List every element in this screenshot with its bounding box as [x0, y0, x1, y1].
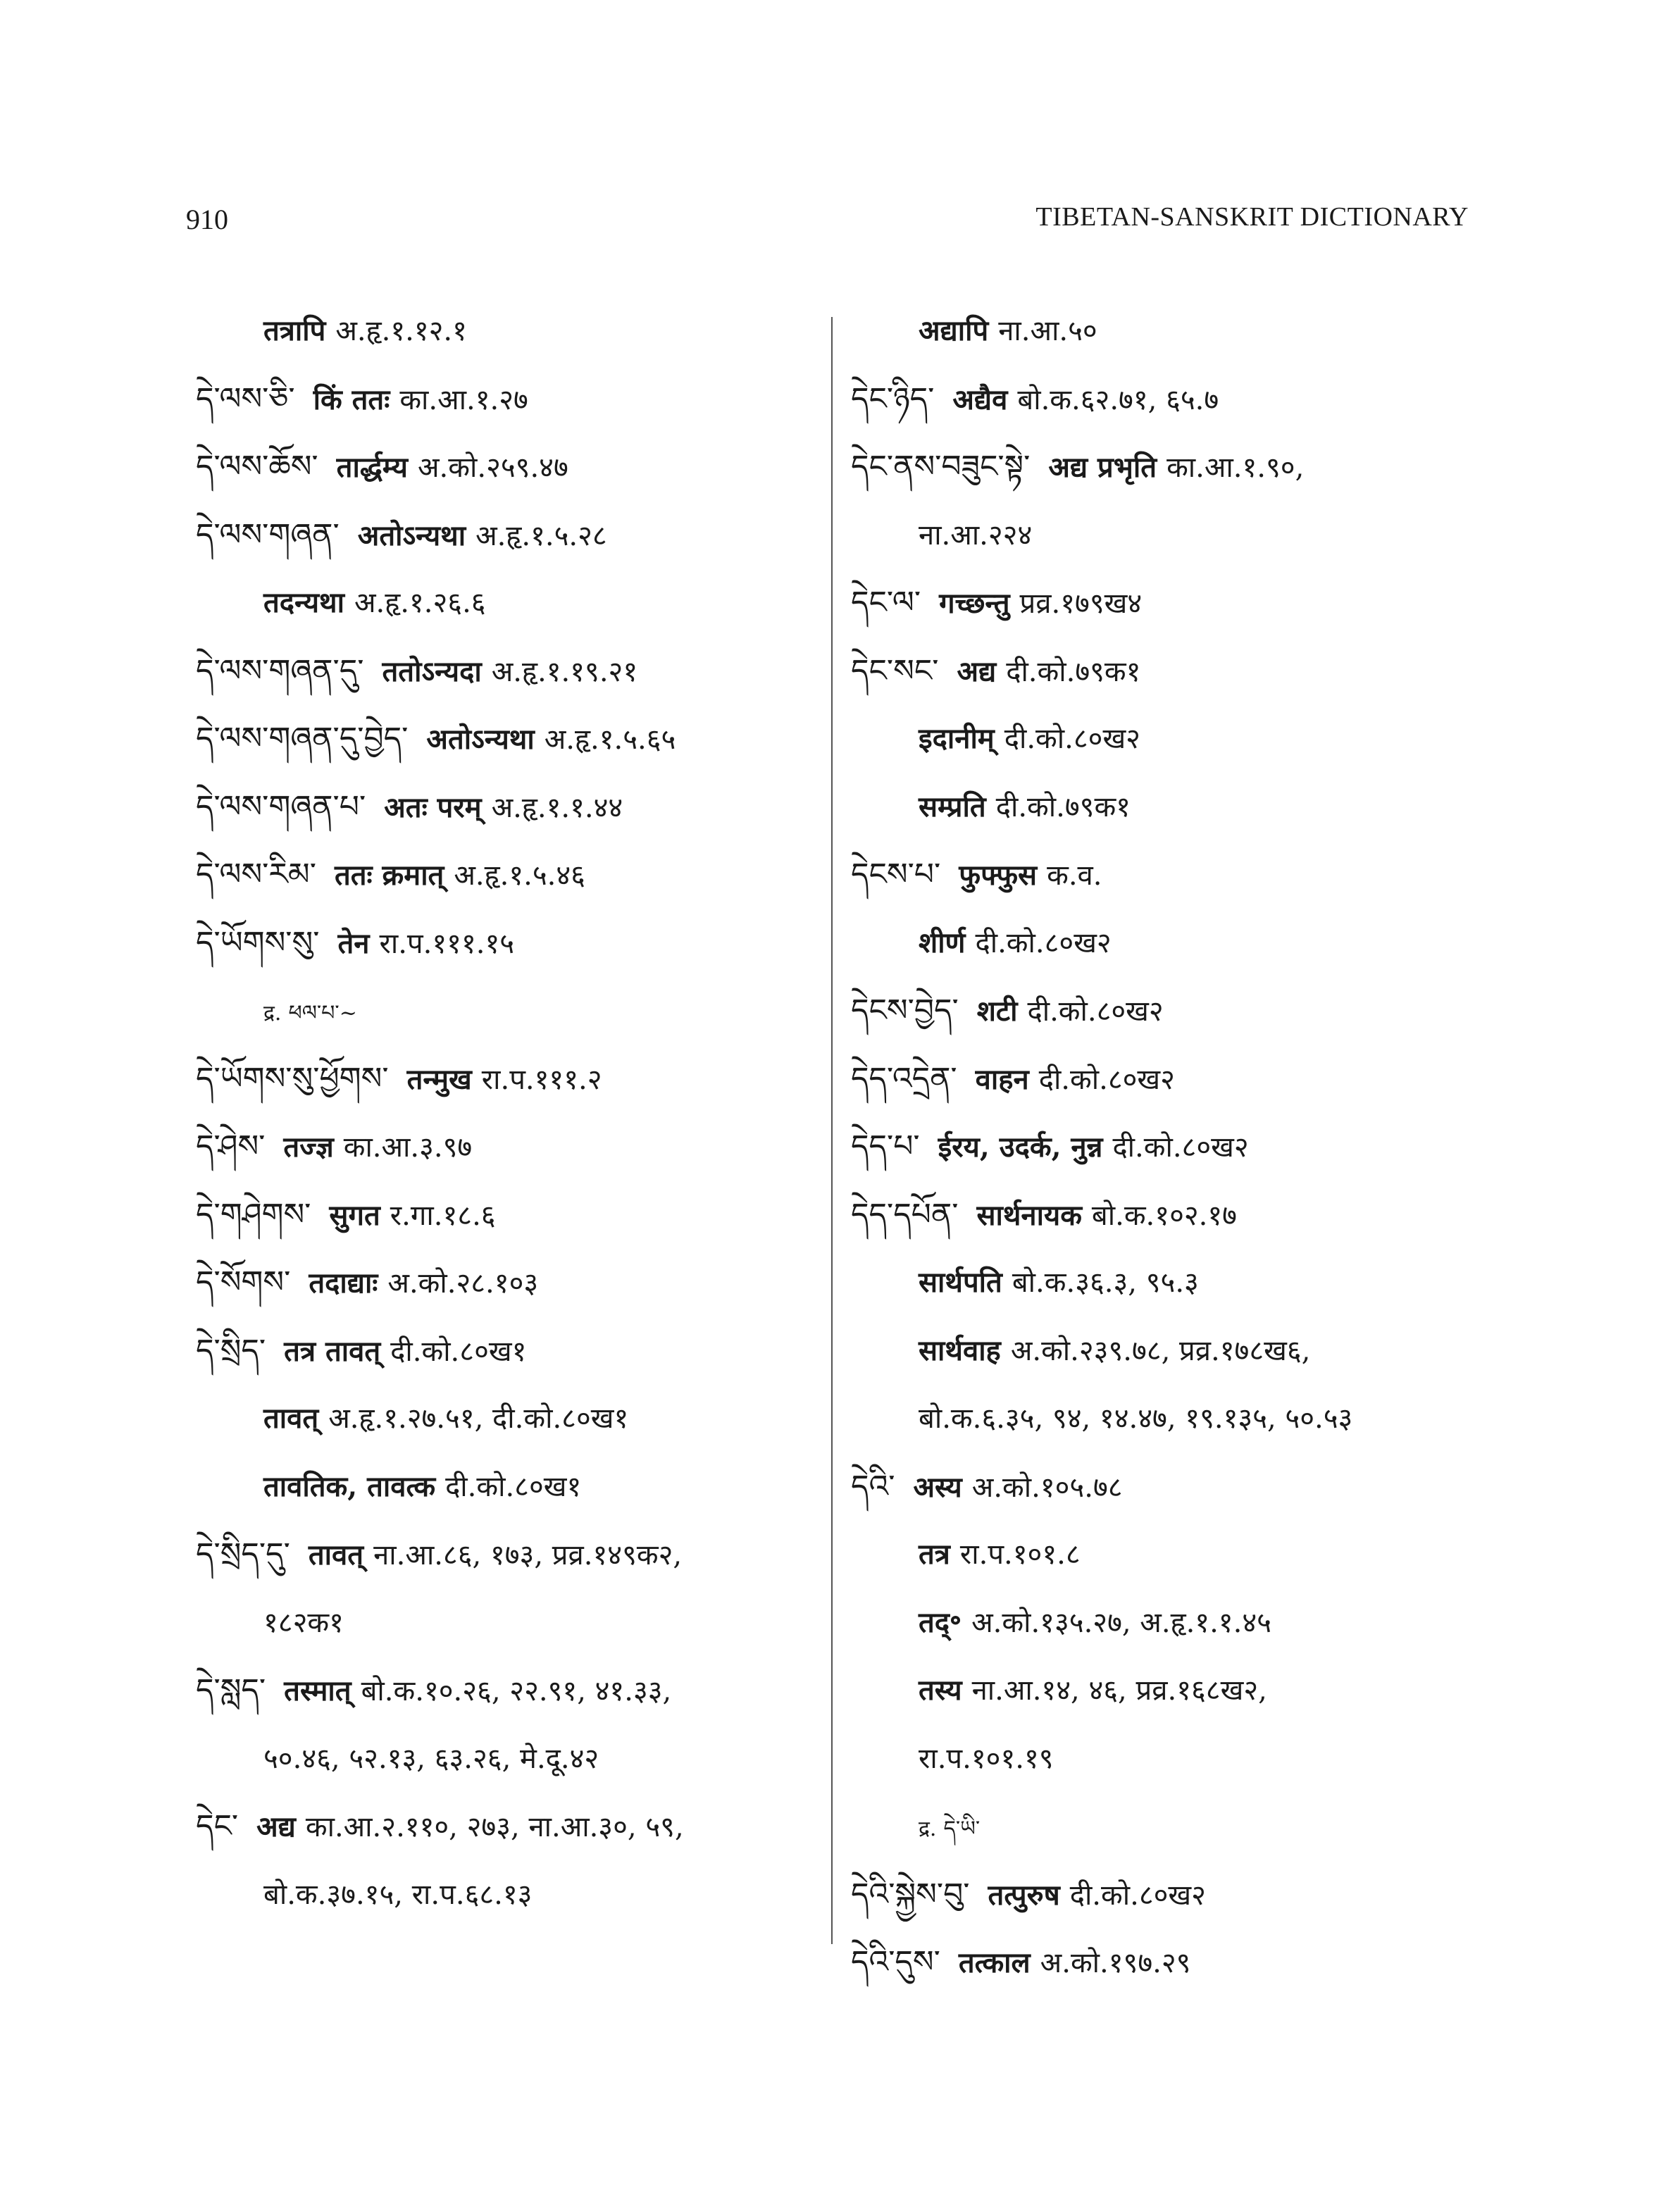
source-reference: प्रव्र.१७९ख४ [1019, 587, 1143, 620]
dictionary-entry [851, 990, 1164, 1033]
dictionary-entry [919, 1262, 1199, 1304]
sanskrit-equivalent: अतोऽन्यथा [357, 518, 466, 552]
source-reference: अ.हृ.१.२७.५१, दी.को.८०ख१ [328, 1402, 629, 1435]
source-reference: रा.प.१११.१५ [379, 927, 515, 960]
sanskrit-equivalent: तेन [337, 926, 370, 960]
dictionary-entry [919, 1330, 1310, 1372]
tibetan-headword: དེད་འདྲེན་ [851, 1060, 957, 1097]
tibetan-headword: དེ་གཤེགས་ [196, 1196, 311, 1233]
source-reference: दी.को.८०ख२ [975, 926, 1112, 959]
tibetan-headword: དེ་ལས་རིམ་ [196, 857, 316, 892]
sanskrit-equivalent: सम्प्रति [919, 790, 986, 823]
tibetan-headword: དེད་པ་ [851, 1128, 920, 1164]
dictionary-entry [196, 1669, 671, 1712]
sanskrit-equivalent: अद्यैव [952, 382, 1008, 416]
cross-reference-tibetan: དེ་ཡི་ [943, 1817, 981, 1841]
sanskrit-equivalent: ईरय, उदर्क, नुन्न [938, 1131, 1103, 1164]
source-reference: अ.को.२८.१०३ [387, 1267, 539, 1300]
source-reference: रा.प.१०१.१९ [919, 1742, 1054, 1775]
dictionary-entry [919, 1533, 1081, 1576]
sanskrit-equivalent: तत्पुरुष [988, 1878, 1060, 1912]
source-reference: क.व. [1047, 859, 1102, 892]
sanskrit-equivalent: तज्ज्ञ [283, 1131, 334, 1164]
dictionary-entry [263, 1397, 628, 1440]
sanskrit-equivalent: तत्र तावत् [284, 1334, 381, 1368]
source-reference: दी.को.८०ख२ [1069, 1879, 1206, 1912]
tibetan-headword: དེང་ནས་བཟུང་སྟེ་ [851, 449, 1031, 485]
sanskrit-equivalent: अद्य [957, 654, 997, 688]
source-reference: ५०.४६, ५२.१३, ६३.२६, मे.दू.४२ [263, 1742, 599, 1775]
source-reference: दी.को.७९क१ [995, 790, 1131, 823]
source-reference: अ.हृ.१.१.४४ [491, 791, 623, 824]
column-divider [831, 317, 833, 1944]
dictionary-entry [196, 922, 514, 965]
source-reference: अ.को.१९७.२९ [1040, 1947, 1191, 1979]
dictionary-entry [851, 650, 1140, 693]
source-reference: ना.आ.८६, १७३, प्रव्र.१४९क२, [373, 1539, 683, 1571]
source-reference: दी.को.८०ख२ [1038, 1063, 1175, 1096]
dictionary-entry [851, 1941, 1190, 1984]
source-reference: बो.क.६२.७१, ६५.७ [1017, 383, 1219, 416]
sanskrit-equivalent: तन्मुख [406, 1062, 472, 1096]
tibetan-headword: དེ་ལས་གཞན་དུ་བྱེད་ [196, 721, 409, 757]
dictionary-entry [919, 310, 1097, 352]
sanskrit-equivalent: शीर्ण [919, 926, 966, 959]
source-reference: अ.को.२३९.७८, प्रव्र.१७८ख६, [1010, 1334, 1311, 1367]
source-reference: अ.को.२५९.४७ [418, 452, 568, 484]
tibetan-headword: དེ་ལས་གཞན་ [196, 516, 340, 553]
sanskrit-equivalent: तदन्यथा [263, 586, 344, 619]
tibetan-headword: དེ་སྲིད་ [196, 1332, 266, 1369]
dictionary-entry [919, 514, 1032, 556]
source-reference: अ.हृ.१.५.२८ [475, 519, 607, 552]
tibetan-headword: དེ་ཡོགས་སུ་ [196, 924, 320, 961]
source-reference: का.आ.२.११०, २७३, ना.आ.३०, ५९, [305, 1811, 684, 1843]
dictionary-entry [919, 1805, 980, 1850]
tibetan-headword: དེང་ལ་ [851, 585, 921, 621]
sanskrit-equivalent: ततोऽन्यदा [382, 654, 482, 688]
sanskrit-equivalent: सार्थपति [919, 1266, 1002, 1299]
dictionary-entry [851, 1126, 1249, 1169]
source-reference: रा.प.१११.२ [481, 1063, 602, 1096]
sanskrit-equivalent: किं ततः [313, 382, 390, 416]
tibetan-headword: དེའི་སྐྱེས་བུ་ [851, 1876, 970, 1912]
dictionary-entry [196, 1126, 472, 1169]
tibetan-headword: དེའི་ [851, 1468, 895, 1505]
source-reference: अ.को.१०५.७८ [971, 1471, 1123, 1504]
tibetan-headword: དེ་སོགས་ [196, 1264, 291, 1300]
dictionary-entry [851, 446, 1304, 489]
source-reference: अ.को.१३५.२७, अ.हृ.१.१.४५ [971, 1606, 1271, 1639]
dictionary-entry [851, 1194, 1237, 1237]
cross-reference [263, 1001, 357, 1026]
dictionary-entry [263, 1602, 344, 1644]
sanskrit-equivalent: तत्र [919, 1538, 950, 1571]
source-reference: दी.को.८०ख२ [1112, 1131, 1249, 1164]
tibetan-headword: དེའི་དུས་ [851, 1944, 940, 1980]
tibetan-headword: དེངས་པ་ [851, 857, 941, 892]
dictionary-entry [919, 1602, 1271, 1644]
dictionary-entry [919, 1669, 1267, 1712]
tibetan-headword: དེ་སྲིད་དུ་ [196, 1536, 290, 1572]
dictionary-entry [196, 378, 528, 421]
source-reference: दी.को.८०ख२ [1027, 995, 1164, 1028]
dictionary-entry [263, 1874, 532, 1916]
sanskrit-equivalent: तत्काल [958, 1946, 1031, 1979]
source-reference: ना.आ.२२४ [919, 518, 1033, 552]
tibetan-headword: དེ་ལས་གཞན་དུ་ [196, 652, 364, 689]
sanskrit-equivalent: तस्मात् [284, 1674, 351, 1707]
dictionary-entry [919, 718, 1140, 760]
dictionary-entry [919, 786, 1131, 828]
source-reference: ना.आ.५० [998, 315, 1097, 347]
dictionary-entry [196, 1533, 682, 1576]
tibetan-headword: དེ་ཤེས་ [196, 1128, 266, 1164]
dictionary-entry [196, 1805, 684, 1848]
dictionary-entry [263, 310, 467, 352]
sanskrit-equivalent: अद्यापि [919, 314, 989, 347]
sanskrit-equivalent: इदानीम् [919, 722, 995, 755]
page-number: 910 [186, 204, 228, 235]
sanskrit-equivalent: अतः परम् [384, 790, 482, 824]
sanskrit-equivalent: तावत् [263, 1402, 319, 1435]
source-reference: दी.को.८०ख२ [1004, 723, 1140, 755]
source-reference: दी.को.८०ख१ [445, 1470, 582, 1503]
sanskrit-equivalent: तावत् [308, 1538, 364, 1571]
tibetan-headword: དེང་སང་ [851, 652, 939, 689]
dictionary-entry [851, 582, 1142, 625]
dictionary-entry [851, 1874, 1206, 1917]
sanskrit-equivalent: फुफ्फुस [959, 859, 1038, 892]
sanskrit-equivalent: सार्थवाह [919, 1333, 1001, 1367]
dictionary-entry [851, 1058, 1175, 1101]
tibetan-headword: དེ་ལས་ཆོས་ [196, 449, 318, 485]
dictionary-entry [851, 1466, 1123, 1509]
dictionary-entry [196, 854, 585, 897]
sanskrit-equivalent: तद्॰ [919, 1605, 962, 1639]
sanskrit-equivalent: शटी [976, 995, 1018, 1028]
source-reference: बो.क.३६.३, ९५.३ [1012, 1266, 1199, 1299]
dictionary-entry [851, 378, 1219, 421]
dictionary-entry [919, 1738, 1054, 1780]
sanskrit-equivalent: तस्य [919, 1674, 962, 1707]
tibetan-headword: དེ་ཡོགས་སུ་ཕྱོགས་ [196, 1060, 389, 1097]
tibetan-headword: དེ་ལས་ཅི་ [196, 380, 295, 417]
dictionary-entry [263, 1466, 581, 1508]
source-reference: अ.हृ.१.२६.६ [354, 587, 486, 619]
source-reference: दी.को.७९क१ [1006, 655, 1141, 688]
source-reference: दी.को.८०ख१ [390, 1335, 527, 1368]
source-reference: बो.क.१०.२६, २२.९१, ४१.३३, [361, 1675, 672, 1707]
dictionary-entry [196, 1262, 538, 1305]
source-reference: का.आ.३.९७ [343, 1131, 473, 1164]
source-reference: अ.हृ.१.५.६५ [544, 723, 676, 756]
cross-reference [919, 1817, 980, 1841]
dictionary-entry [196, 718, 676, 761]
source-reference: ना.आ.१४, ४६, प्रव्र.१६८ख२, [971, 1674, 1267, 1707]
dictionary-entry [196, 1058, 602, 1101]
sanskrit-equivalent: तत्रापि [263, 314, 326, 347]
dictionary-entry [196, 1194, 496, 1237]
source-reference: अ.हृ.१.१९.२१ [491, 655, 638, 688]
cross-reference-tibetan: ཕལ་པ་~ [288, 1001, 357, 1026]
tibetan-headword: དེད་དཔོན་ [851, 1196, 959, 1233]
source-reference: बो.क.३७.१५, रा.प.६८.१३ [263, 1878, 533, 1911]
dictionary-entry [263, 582, 486, 624]
dictionary-entry [919, 1397, 1352, 1440]
cross-reference-label: द्र. [919, 1817, 937, 1841]
sanskrit-equivalent: अतोऽन्यथा [426, 723, 535, 756]
sanskrit-equivalent: अस्य [913, 1470, 962, 1504]
source-reference: का.आ.१.२७ [399, 383, 528, 416]
sanskrit-equivalent: ततः क्रमात् [334, 859, 444, 892]
dictionary-entry [263, 990, 357, 1035]
sanskrit-equivalent: सार्थनायक [976, 1198, 1082, 1232]
source-reference: अ.हृ.१.१२.१ [335, 315, 467, 347]
sanskrit-equivalent: अद्य [256, 1810, 296, 1843]
source-reference: बो.क.६.३५, ९४, १४.४७, १९.१३५, ५०.५३ [919, 1402, 1353, 1435]
dictionary-entry [196, 446, 568, 489]
tibetan-headword: དེང་ [196, 1808, 239, 1844]
cross-reference-label: द्र. [263, 1001, 282, 1026]
source-reference: १८२क१ [263, 1606, 344, 1639]
dictionary-entry [263, 1738, 599, 1780]
sanskrit-equivalent: सुगत [329, 1198, 380, 1232]
sanskrit-equivalent: वाहन [975, 1062, 1029, 1096]
tibetan-headword: དེ་སླད་ [196, 1672, 266, 1708]
sanskrit-equivalent: अद्य प्रभृति [1048, 451, 1157, 484]
source-reference: रा.प.१०१.८ [959, 1538, 1081, 1571]
tibetan-headword: དེང་ཉིད་ [851, 380, 935, 417]
running-title: TIBETAN-SANSKRIT DICTIONARY [1035, 202, 1469, 232]
source-reference: र.गा.१८.६ [390, 1199, 496, 1232]
sanskrit-equivalent: गच्छन्तु [939, 587, 1010, 620]
sanskrit-equivalent: तावतिक, तावत्क [263, 1469, 436, 1503]
dictionary-entry [851, 854, 1102, 897]
sanskrit-equivalent: तदाद्याः [309, 1266, 378, 1300]
source-reference: बो.क.१०२.१७ [1091, 1199, 1237, 1232]
dictionary-entry [196, 1330, 526, 1373]
source-reference: का.आ.१.९०, [1166, 452, 1305, 484]
dictionary-entry [196, 514, 607, 557]
tibetan-headword: དེངས་བྱེད་ [851, 992, 959, 1028]
dictionary-entry [196, 650, 637, 693]
dictionary-entry [919, 922, 1112, 964]
source-reference: अ.हृ.१.५.४६ [454, 859, 585, 892]
sanskrit-equivalent: तार्द्धम्य [336, 451, 408, 484]
dictionary-entry [196, 786, 623, 829]
tibetan-headword: དེ་ལས་གཞན་པ་ [196, 788, 366, 825]
